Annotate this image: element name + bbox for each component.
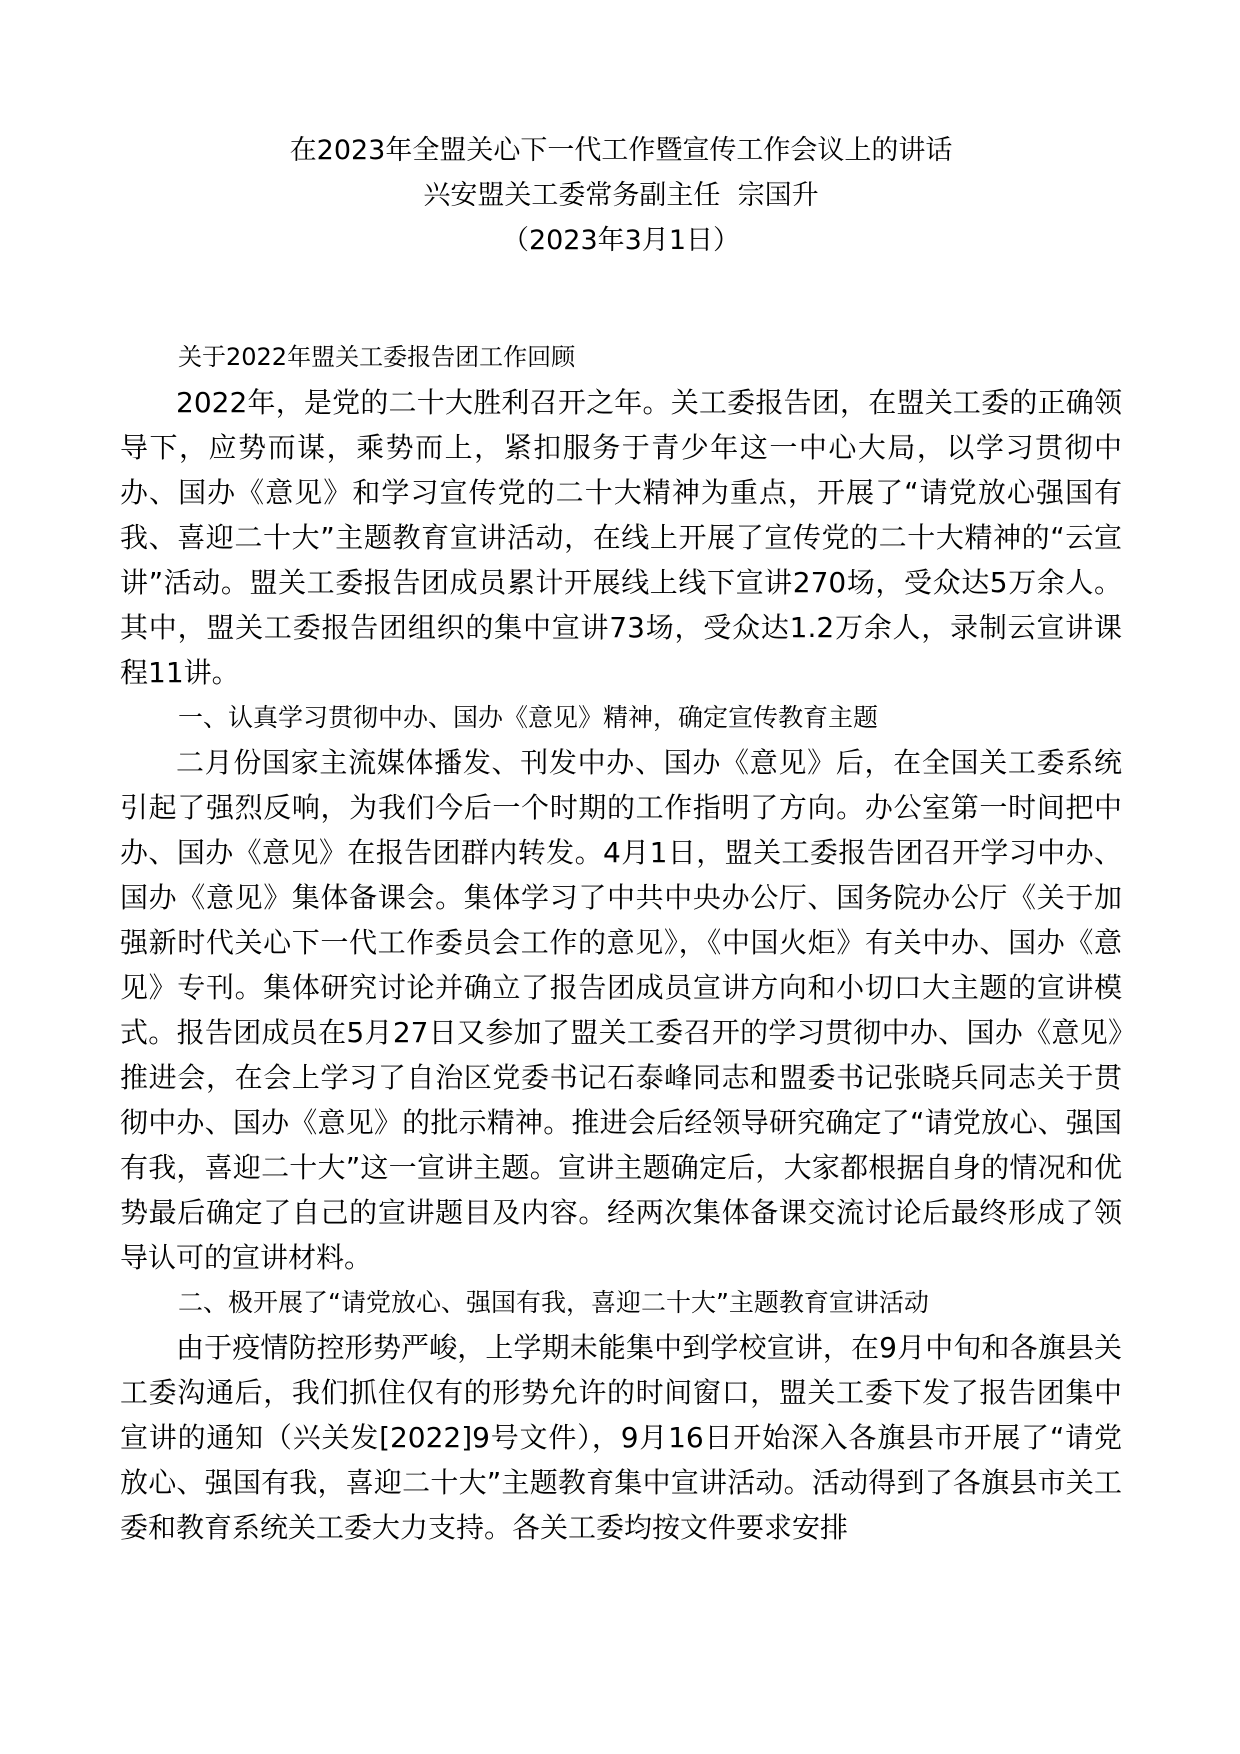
document-title: 在2023年全盟关心下一代工作暨宣传工作会议上的讲话 (289, 135, 953, 166)
section2-heading: 二、极开展了“请党放心、强国有我，喜迎二十大”主题教育宣讲活动 (178, 1288, 929, 1317)
speaker-line: 兴安盟关工委常务副主任 宗国升 (423, 180, 819, 211)
speech-date: （2023年3月1日） (501, 225, 741, 256)
section1-paragraph: 二月份国家主流媒体播发、刊发中办、国办《意见》后，在全国关工委系统引起了强烈反响，为我们今后一个时期的工作指明了方向。办公室第一时间把中办、国办《意见》在报告团群内转发。4月1日，盟关工委报告团召开学习中办、国办《意见》集体备课会。集体学习了中共中央办公厅、国务院办公厅《关于加强新时代关心下一代工作委员会工作的意见》，《中国火炬》有关中办、国办《意见》专刊。集体研究讨论并确立了报告团成员宣讲方向和小切口大主题的宣讲模式。报告团成员在5月27日又参加了盟关工委召开的学习贯彻中办、国办《意见》推进会，在会上学习了自治区党委书记石泰峰同志和盟委书记张晓兵同志关于贯彻中办、国办《意见》的批示精神。推进会后经领导研究确定了“请党放心、强国有我，喜迎二十大”这一宣讲主题。宣讲主题确定后，大家都根据自身的情况和优势最后确定了自己的宣讲题目及内容。经两次集体备课交流讨论后最终形成了领导认可的宣讲材料。 (120, 746, 1122, 1274)
spacer (120, 263, 1122, 335)
section1-heading: 一、认真学习贯彻中办、国办《意见》精神，确定宣传教育主题 (178, 703, 879, 732)
section-subtitle: 关于2022年盟关工委报告团工作回顾 (178, 343, 576, 371)
intro-paragraph: 2022年，是党的二十大胜利召开之年。关工委报告团，在盟关工委的正确领导下，应势而谋，乘势而上，紧扣服务于青少年这一中心大局，以学习贯彻中办、国办《意见》和学习宣传党的二十大精神为重点，开展了“请党放心强国有我、喜迎二十大”主题教育宣讲活动，在线上开展了宣传党的二十大精神的“云宣讲”活动。盟关工委报告团成员累计开展线上线下宣讲270场，受众达5万余人。其中，盟关工委报告团组织的集中宣讲73场，受众达1.2万余人，录制云宣讲课程11讲。 (120, 386, 1122, 689)
section2-paragraph: 由于疫情防控形势严峻，上学期未能集中到学校宣讲，在9月中旬和各旗县关工委沟通后，我们抓住仅有的形势允许的时间窗口，盟关工委下发了报告团集中宣讲的通知（兴关发[2022]9号文件），9月16日开始深入各旗县市开展了“请党放心、强国有我，喜迎二十大”主题教育集中宣讲活动。活动得到了各旗县市关工委和教育系统关工委大力支持。各关工委均按文件要求安排 (120, 1331, 1122, 1544)
